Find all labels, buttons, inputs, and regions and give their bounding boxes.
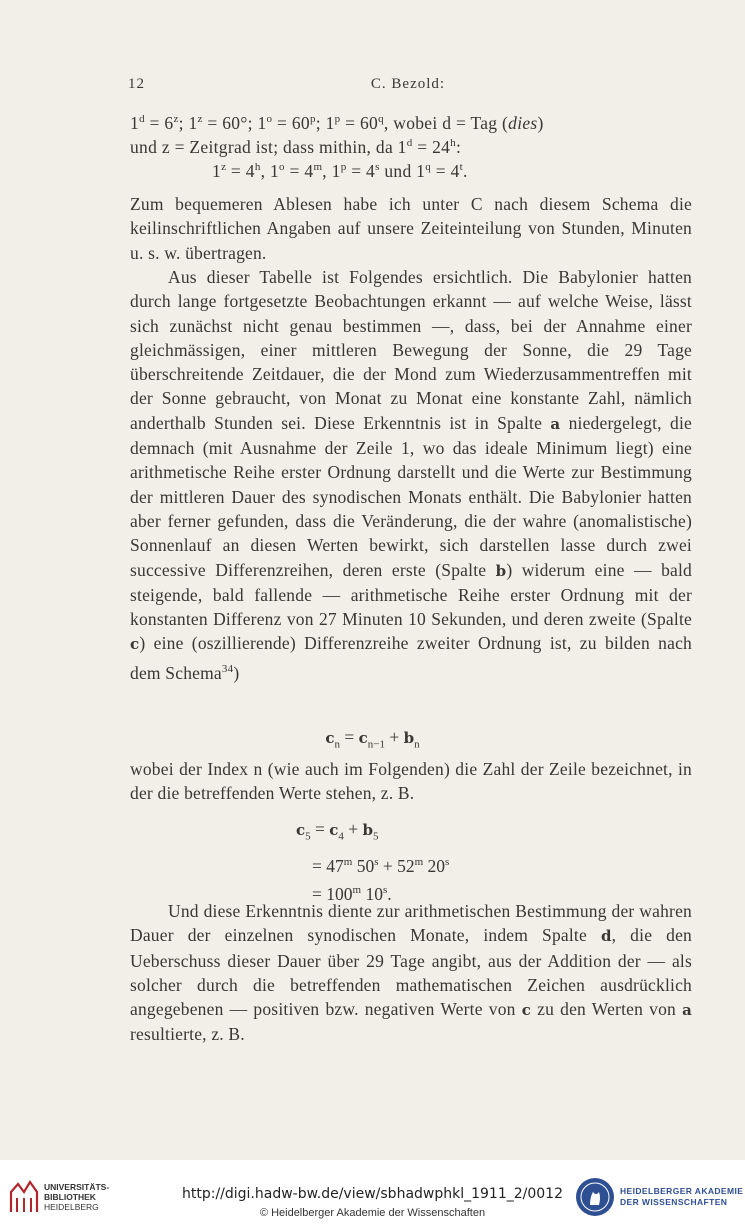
formula-cn: $c_n = c_{n-1} + b_n$ [325,727,420,751]
paragraph-3: wobei der Index n (wie auch im Folgenden) die Zahl der Zeile bezeichnet, in der die betreffenden Werte stehen, z. B. [130,759,692,804]
paragraph-2: Aus dieser Tabelle ist Folgendes ersichtlich. Die Babylonier hatten durch lange fortgesetzte Beobachtungen erkannt — auf welche Weise, lässt sich zunächst nicht genau bestimmen —, dass, bei der Annahme einer gleichmässigen, einer mittleren Bewegung der Sonne, die 29 Tage überschreitende Zeitdauer, die der Mond zum Wiederzusammentreffen mit der Sonne gebraucht, von Monat zu Monat eine konstante Zahl, nämlich anderthalb Stunden sei. Diese Erkenntnis ist in Spalte a niedergelegt, die demnach (mit Ausnahme der Zeile 1, wo das ideale Minimum liegt) eine arithmetische Reihe erster Ordnung darstellt und die Werte zur Bestimmung der mittleren Dauer des synodischen Monats enthält. Die Babylonier hatten aber ferner gefunden, dass die Veränderung, die der wahre (anomalistische) Sonnenlauf an diesen Werten bewirkt, sich darstellen lasse durch zwei successive Differenzreihen, deren erste (Spalte b) widerum eine — bald steigende, bald fallende — arithmetische Reihe erster Ordnung mit der konstanten Differenz von 27 Minuten 10 Sekunden, und deren zweite (Spalte c) eine (oszillierende) Differenzreihe zweiter Ordnung ist, zu bilden nach dem Schema$^{34}$) [130,267,693,683]
example-sum: $c_5 = c_4 + b_5$ = $47^m$ $50^s + 52^m$ $20^s$ = $100^m$ 10$^s$. [296,819,450,905]
paragraph-4: Und diese Erkenntnis diente zur arithmetischen Bestimmung der wahren Dauer der einzelnen synodischen Monate, indem Spalte d, die den Ueberschuss dieser Dauer über 29 Tage angibt, aus der Addition der — als solcher durch die betreffenden mathematischen Zeichen ausdrücklich angegebenen — positiven bzw. negativen Werte von c zu den Werten von a resultierte, z. B. [130,901,693,1045]
university-library-name: UNIVERSITÄTS- BIBLIOTHEK HEIDELBERG [44,1182,110,1212]
paragraph-1: Zum bequemeren Ablesen habe ich unter C nach diesem Schema die keilinschriftlichen Angaben auf unsere Zeiteinteilung von Stunden, Minuten u. s. w. übertragen. [130,194,692,263]
permalink[interactable]: http://digi.hadw-bw.de/view/sbhadwphkl_1911_2/0012 [181,1186,563,1202]
running-title: C. Bezold: [370,76,446,92]
equation-line-3: $1^z = 4^h$, $1^o = 4^m$, $1^p = 4^s$ und $1^q = 4^t$. [212,161,468,181]
copyright-notice: © Heidelberger Akademie der Wissenschaften [259,1207,486,1219]
academy-name: HEIDELBERGER AKADEMIE DER WISSENSCHAFTEN [620,1186,744,1207]
equation-line-1: $1^d = 6^z$; $1^z = 60^\circ$; $1^o = 60^p$; $1^p = 60^q$, wobei d = Tag (dies) [130,113,544,133]
viewer-footer [0,1160,745,1226]
footnote-ref: 34 [221,662,234,675]
page-number: 12 [128,76,145,92]
academy-seal-icon [576,1178,614,1216]
equation-line-2: und z = Zeitgrad ist; dass mithin, da $1^d = 24^h$: [130,137,462,157]
